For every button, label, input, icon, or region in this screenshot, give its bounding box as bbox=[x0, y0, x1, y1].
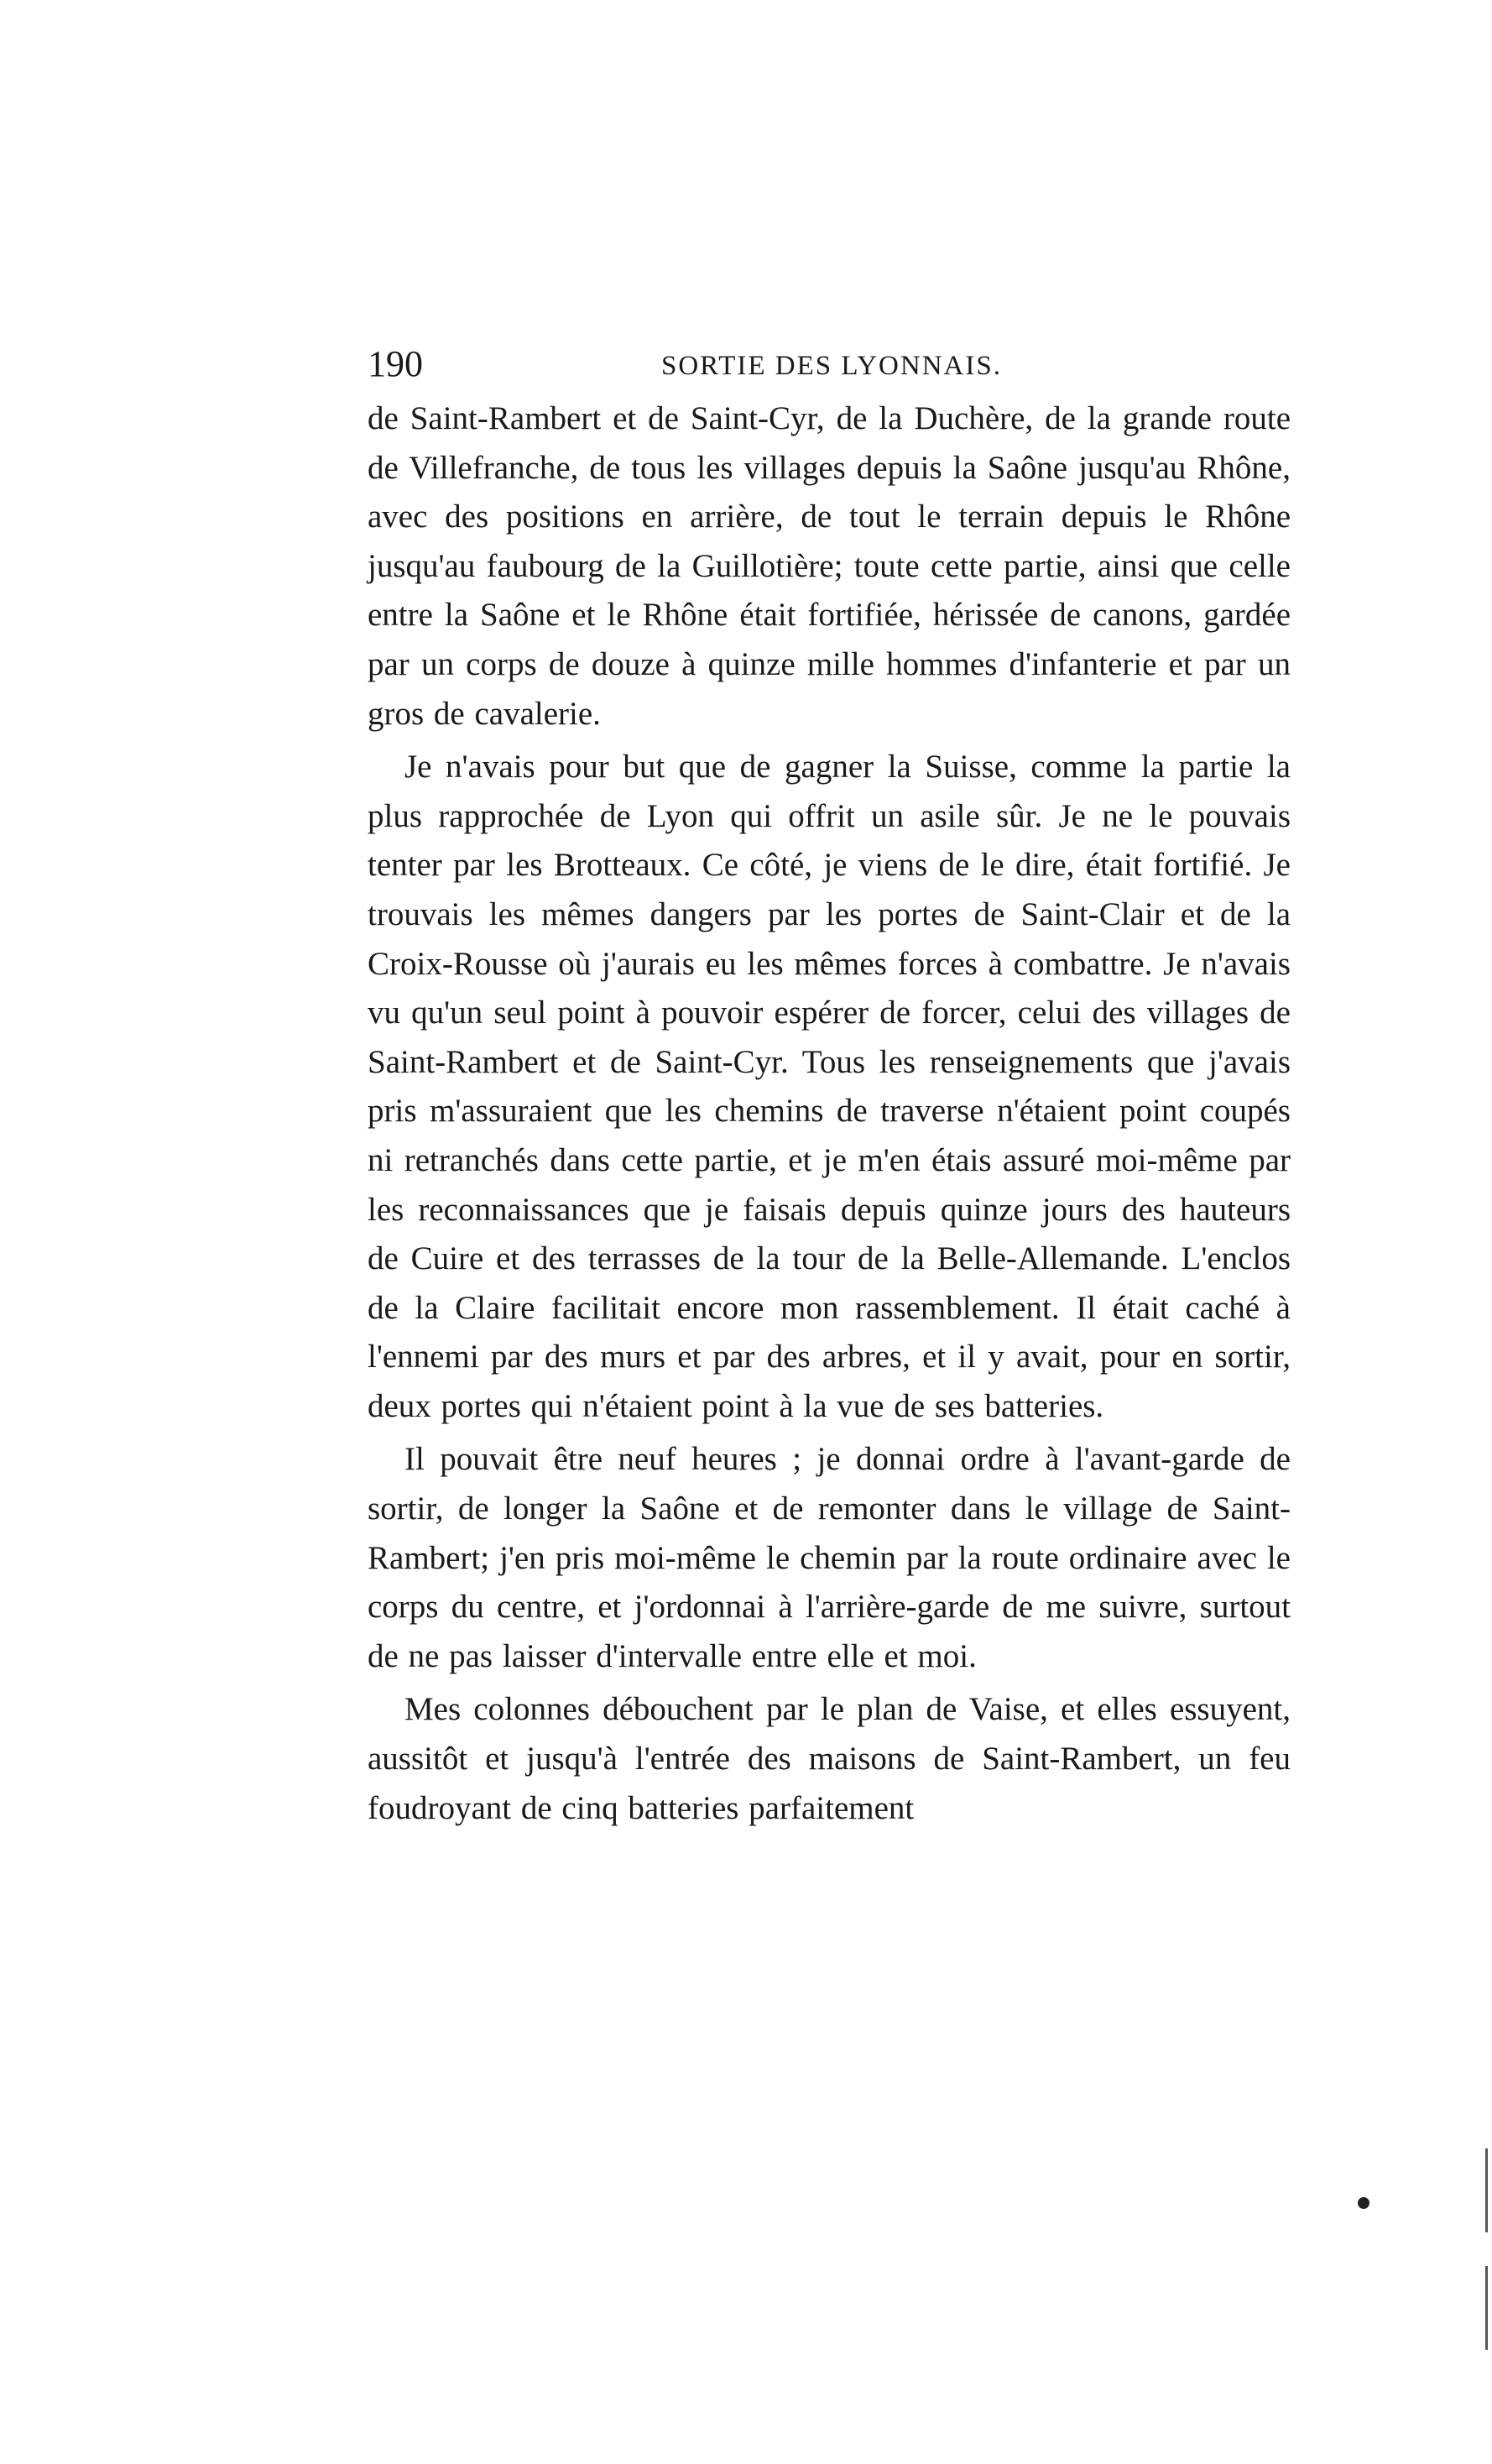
body-text bbox=[368, 394, 1291, 1833]
paragraph: Il pouvait être neuf heures ; je donnai ordre à l'avant-garde de sortir, de longer la Saône et de remonter dans le village de Saint-Rambert; j'en pris moi-même le chemin par la route ordinaire avec le corps du centre, et j'ordonnai à l'arrière-garde de me suivre, surtout de ne pas laisser d'intervalle entre elle et moi. bbox=[368, 1441, 1291, 1674]
paragraph: Mes colonnes débouchent par le plan de Vaise, et elles essuyent, aussitôt et jusqu'à l'entrée des maisons de Saint-Rambert, un feu foudroyant de cinq batteries parfaitement bbox=[368, 1691, 1291, 1826]
scan-edge-mark bbox=[1485, 2266, 1488, 2350]
paragraph-continued: de Saint-Rambert et de Saint-Cyr, de la Duchère, de la grande route de Villefranche, de tous les villages depuis la Saône jusqu'au Rhône, avec des positions en arrière, de tout le terrain depuis le Rhône jusqu'au faubourg de la Guillotière; toute cette partie, ainsi que celle entre la Saône et le Rhône était fortifiée, hérissée de canons, gardée par un corps de douze à quinze mille hommes d'infanterie et par un gros de cavalerie. bbox=[368, 400, 1291, 732]
running-title: SORTIE DES LYONNAIS. bbox=[661, 351, 1002, 381]
running-head bbox=[368, 339, 1299, 389]
scan-edge-mark bbox=[1485, 2148, 1488, 2232]
ink-speck bbox=[1358, 2197, 1369, 2209]
paragraph: Je n'avais pour but que de gagner la Suisse, comme la partie la plus rapprochée de Lyon qui offrit un asile sûr. Je ne le pouvais tenter par les Brotteaux. Ce côté, je viens de le dire, était fortifié. Je trouvais les mêmes dangers par les portes de Saint-Clair et de la Croix-Rousse où j'aurais eu les mêmes forces à combattre. Je n'avais vu qu'un seul point à pouvoir espérer de forcer, celui des villages de Saint-Rambert et de Saint-Cyr. Tous les renseignements que j'avais pris m'assuraient que les chemins de traverse n'étaient point coupés ni retranchés dans cette partie, et je m'en étais assuré moi-même par les reconnaissances que je faisais depuis quinze jours des hauteurs de Cuire et des terrasses de la tour de la Belle-Allemande. L'enclos de la Claire facilitait encore mon rassemblement. Il était caché à l'ennemi par des murs et par des arbres, et il y avait, pour en sortir, deux portes qui n'étaient point à la vue de ses batteries. bbox=[368, 749, 1291, 1424]
page-number: 190 bbox=[368, 343, 423, 384]
